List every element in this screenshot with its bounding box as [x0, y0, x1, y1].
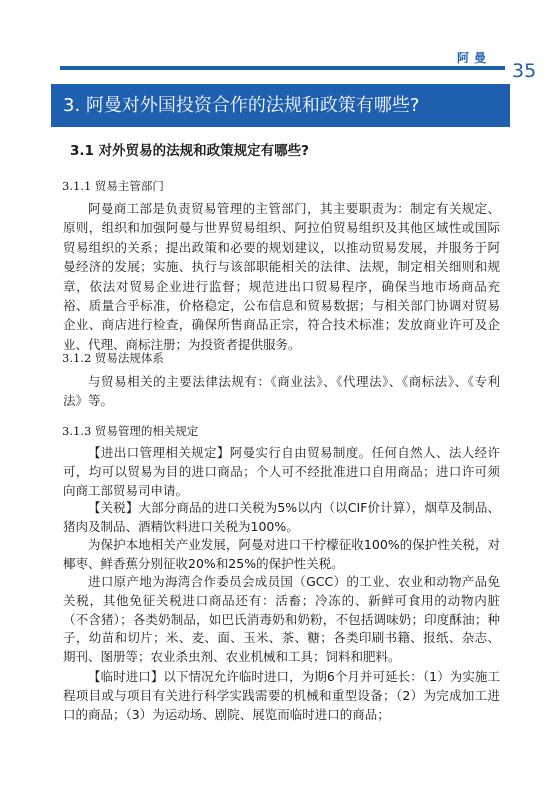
subsection-heading-3-1-1: 3.1.1 贸易主管部门: [62, 179, 164, 193]
paragraph-tariff: 【关税】大部分商品的进口关税为5%以内（以CIF价计算），烟草及制品、猪肉及制品、酒精饮料进口关税为100%。: [63, 500, 500, 534]
subsection-heading-3-1-3: 3.1.3 贸易管理的相关规定: [62, 424, 199, 438]
paragraph-temporary-import: 【临时进口】以下情况允许临时进口，为期6个月并可延长：（1）为实施工程项目或与项目有关进行科学实践需要的机械和重型设备；（2）为完成加工进口的商品；（3）为运动场、剧院、展览而临时进口的商品；: [63, 669, 500, 722]
running-header-country: 阿曼: [457, 51, 492, 65]
paragraph-3-1-2: 与贸易相关的主要法律法规有：《商业法》、《代理法》、《商标法》、《专利法》等。: [63, 374, 500, 409]
chapter-title-banner: 3. 阿曼对外国投资合作的法规和政策有哪些?: [51, 84, 510, 127]
header-rule: [60, 66, 505, 70]
subsection-heading-3-1-2: 3.1.2 贸易法规体系: [62, 351, 164, 365]
section-heading-3-1: 3.1 对外贸易的法规和政策规定有哪些?: [70, 143, 309, 159]
paragraph-gcc-exemption: 进口原产地为海湾合作委员会成员国（GCC）的工业、农业和动物产品免关税，其他免征关税进口商品还有：活畜；冷冻的、新鲜可食用的动物内脏（不含猪）；各类奶制品，如巴氏消毒奶和奶粉，不包括调味奶；印度酥油；种子，幼苗和切片；米、麦、面、玉米、茶、糖；各类印刷书籍、报纸、杂志、期刊、图册等；农业杀虫剂、农业机械和工具；饲料和肥料。: [63, 574, 500, 665]
paragraph-3-1-1: 阿曼商工部是负责贸易管理的主管部门，其主要职责为：制定有关规定、原则，组织和加强阿曼与世界贸易组织、阿拉伯贸易组织及其他区域性或国际贸易组织的关系；提出政策和必要的规划建议，以推动贸易发展，并服务于阿曼经济的发展；实施、执行与该部职能相关的法律、法规，制定相关细则和规章，依法对贸易企业进行监督；规范进出口贸易程序，确保当地市场商品充裕、质量合乎标准，价格稳定，公布信息和贸易数据；与相关部门协调对贸易企业、商店进行检查，确保所售商品正宗，符合技术标准；发放商业许可及企业、代理、商标注册；为投资者提供服务。: [63, 201, 500, 352]
page-number: 35: [512, 60, 537, 82]
paragraph-import-export: 【进出口管理相关规定】阿曼实行自由贸易制度。任何自然人、法人经许可，均可以贸易为目的进口商品；个人可不经批准进口自用商品；进口许可须向商工部贸易司申请。: [63, 445, 500, 498]
paragraph-protective-tariff: 为保护本地相关产业发展，阿曼对进口干柠檬征收100%的保护性关税，对椰枣、鲜香蕉分别征收20%和25%的保护性关税。: [63, 537, 500, 571]
